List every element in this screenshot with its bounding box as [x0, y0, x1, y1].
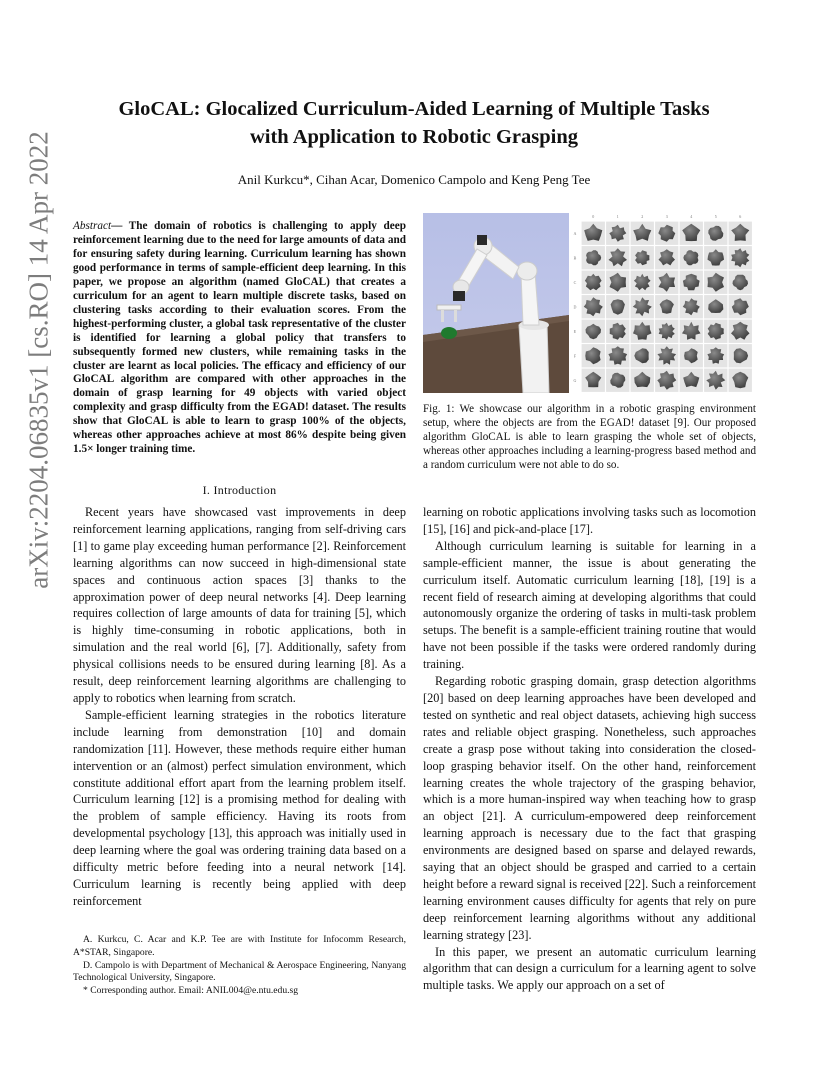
- grid-column-label: 2: [641, 214, 644, 219]
- grid-row-label: G: [573, 377, 577, 383]
- grid-row-label: A: [573, 230, 577, 236]
- egad-object: [708, 226, 723, 241]
- left-column-body: [73, 504, 406, 910]
- title-line-2: with Application to Robotic Grasping: [249, 126, 579, 148]
- footnote-affiliation-2: D. Campolo is with Department of Mechanical & Aerospace Engineering, Nanyang Technological University, Singapore.: [73, 959, 406, 984]
- grid-row-label: E: [573, 328, 577, 334]
- grid-row-label: D: [573, 304, 577, 310]
- figure-1-image: [423, 213, 754, 393]
- paper-title: [60, 95, 768, 151]
- author-list: Anil Kurkcu*, Cihan Acar, Domenico Campolo and Keng Peng Tee: [237, 172, 591, 187]
- section-heading-introduction: I. Introduction: [202, 483, 277, 497]
- footnotes: [73, 934, 406, 998]
- egad-object-grid: [571, 213, 754, 393]
- paragraph: Although curriculum learning is suitable for learning in a sample-efficient manner, the issue is about generating the curriculum itself. Automatic curriculum learning [18], [19] is a recent field of research aiming at developing algorithms that could autonomously organize the ordering of tasks in multi-task problem setups. The benefit is a sample-efficient training routine that would have not been possible if the tasks were ordered randomly during training.: [423, 538, 756, 672]
- paragraph: Recent years have showcased vast improvements in deep reinforcement learning applications, ranging from self-driving cars [1] to game play exceeding human performance [2]. Reinforcement learning algorithms can now succeed in high-dimensional state spaces and continuous action spaces [3] thanks to the approximation power of deep neural networks [4]. Deep learning requires collection of large amounts of data for training [5], which is highly time-consuming in robotic applications, both in simulation and the real world [6], [7]. Additionally, safety from physical collisions needs to be ensured during learning [8]. As a result, deep reinforcement learning algorithms are challenging to apply to robotics when learning from scratch.: [73, 505, 406, 705]
- grid-row-label: C: [573, 279, 577, 285]
- grid-row-label: F: [573, 353, 577, 359]
- grid-row-label: B: [573, 255, 577, 261]
- grid-column-label: 5: [714, 214, 717, 219]
- title-line-1: GloCAL: Glocalized Curriculum-Aided Learning of Multiple Tasks: [118, 98, 710, 120]
- egad-object: [683, 298, 700, 315]
- arxiv-id-text: arXiv:2204.06835v1 [cs.RO] 14 Apr 2022: [23, 131, 54, 589]
- grid-column-label: 1: [616, 214, 619, 219]
- figure-1-caption: Fig. 1: We showcase our algorithm in a robotic grasping environment setup, where the objects are from the EGAD! dataset [9]. Our proposed algorithm GloCAL is able to learn grasping the whole set of objects, whereas other approaches including a learning-progress based method and a random curriculum were not able to do so.: [423, 403, 756, 471]
- footnote-affiliation-1: A. Kurkcu, C. Acar and K.P. Tee are with Institute for Infocomm Research, A*STAR, Singapore.: [73, 934, 406, 958]
- paragraph: Sample-efficient learning strategies in the robotics literature include learning from demonstration [10] and domain randomization [11]. However, these methods require either human intervention or an (almost) perfect simulation environment, which constitute additional effort apart from the learning problem itself. Curriculum learning [12] is a promising method for dealing with the problem of sample efficiency. Having its roots from developmental psychology [13], this approach was initially used in deep learning where the goal was ordering training data based on a difficulty metric before feeding into a neural network [14]. Curriculum learning is recently being applied with deep reinforcement: [73, 707, 406, 908]
- egad-object: [609, 225, 626, 242]
- right-column-body: [423, 504, 756, 994]
- egad-object: [658, 225, 675, 242]
- grid-column-label: 4: [690, 214, 693, 219]
- abstract-lead: Abstract: [73, 220, 112, 232]
- grid-column-label: 0: [592, 214, 595, 219]
- footnote-corresponding: * Corresponding author. Email: ANIL004@e.ntu.edu.sg: [83, 985, 299, 997]
- abstract-text: — The domain of robotics is challenging to apply deep reinforcement learning due to the need for large amounts of data and for ensuring safety during learning. Curriculum learning has shown good performance in terms of sample-efficient deep learning. In this paper, we propose an algorithm (named GloCAL) that creates a curriculum for an agent to learn multiple discrete tasks, based on clustering tasks according to their evaluation scores. From the highest-performing cluster, a global task representative of the cluster is identified for learning a global policy that transfers to subsequently formed new clusters, while remaining tasks in the cluster are learnt as local policies. The efficacy and efficiency of our GloCAL algorithm are compared with other approaches in the domain of grasp learning for 49 objects with varied object complexity and grasp difficulty from the EGAD! dataset. The results show that GloCAL is able to learn to grasp 100% of the objects, whereas other approaches achieve at most 86% despite being given 1.5× longer training time.: [73, 220, 406, 456]
- paragraph: In this paper, we present an automatic curriculum learning algorithm that can design a curriculum for a learning agent to solve multiple tasks. We apply our approach on a set of: [423, 944, 756, 993]
- egad-object: [610, 373, 625, 388]
- grid-column-label: 6: [739, 214, 742, 219]
- egad-object: [732, 298, 749, 315]
- figure-1: [423, 213, 754, 393]
- robot-scene: [423, 213, 569, 393]
- paragraph: Regarding robotic grasping domain, grasp detection algorithms [20] based on deep learning approaches have been developed and tested on synthetic and real object datasets, achieving high success rates and reliable object grasping. Nonetheless, such approaches create a grasp pose without taking into consideration the closed-loop grasping behavior itself. On the other hand, reinforcement learning creates the whole trajectory of the grasping behavior, which is a more human-inspired way when teaching how to grasp an object [21]. A curriculum-empowered deep reinforcement learning approach is necessary due to the fact that grasping environments are designed based on sparse and delayed rewards, saying that an object should be grasped and carried to a certain height before a reward signal is received [22]. Such a reinforcement learning environment causes difficulty for agents that rely on pure deep reinforcement learning algorithms without any additional learning strategy [23].: [423, 674, 756, 942]
- arxiv-identifier: [19, 40, 59, 680]
- egad-object: [584, 297, 603, 316]
- abstract: [73, 220, 406, 457]
- grid-column-label: 3: [665, 214, 668, 219]
- paragraph: learning on robotic applications involving tasks such as locomotion [15], [16] and pick-and-place [17].: [423, 505, 756, 536]
- egad-object: [657, 371, 676, 390]
